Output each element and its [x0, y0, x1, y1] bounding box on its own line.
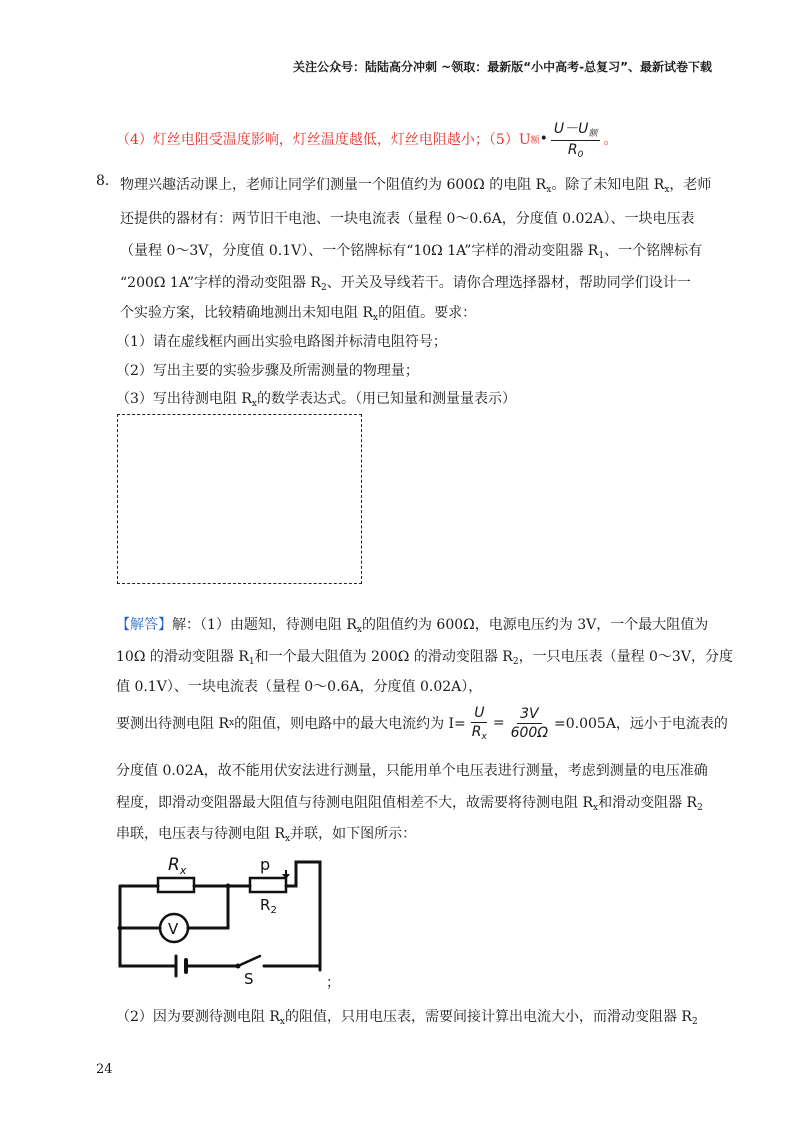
r2-label: $R_2$: [260, 896, 277, 916]
sub-1: 1: [248, 657, 255, 667]
q-l1a: 物理兴趣活动课上，老师让同学们测量一个阻值约为 600Ω 的电阻 R: [120, 177, 547, 193]
voltage-fraction: [551, 118, 601, 160]
question-line-2: 还提供的器材有：两节旧干电池、一块电流表（量程 0～0.6A，分度值 0.02A）、一块电压表: [120, 211, 695, 227]
previous-answer-line: [116, 118, 617, 160]
frac-num: U－U: [553, 121, 589, 137]
q-l5b: 的阻值。要求：: [378, 305, 477, 321]
f2-den: 600Ω: [510, 724, 549, 741]
frac-den-sub: 0: [577, 150, 584, 160]
a6b: 和滑动变阻器 R: [598, 795, 698, 811]
a2c: ，一只电压表（量程 0～3V，分度: [518, 649, 733, 665]
frac-num-sub: 额: [588, 129, 598, 139]
q-l3a: （量程 0～3V，分度值 0.1V）、一个铭牌标有“10Ω 1A”字样的滑动变阻器 R: [120, 243, 599, 259]
frac-den: R: [567, 142, 578, 158]
requirement-1: （1）请在虚线框内画出实验电路图并标清电阻符号；: [116, 334, 447, 350]
question-line-3: [120, 240, 702, 261]
answer-line-3: 值 0.1V）、一块电流表（量程 0～0.6A，分度值 0.02A），: [116, 679, 483, 695]
answer-line-1: [116, 614, 708, 635]
circuit-diagram: [110, 848, 330, 988]
question-line-4: [120, 272, 691, 293]
q-l1b: 。除了未知电阻 R: [551, 177, 665, 193]
a7a: 串联，电压表与待测电阻 R: [116, 826, 285, 842]
sub-e: 额: [530, 135, 540, 146]
rx-resistor: [158, 878, 194, 892]
a1b: 的阻值约为 600Ω，电源电压约为 3V，一个最大阻值为: [361, 617, 709, 633]
question-line-1: [120, 174, 711, 195]
requirement-3: [116, 388, 516, 409]
req3b: 的数学表达式。（用已知量和测量量表示）: [256, 391, 516, 407]
current-fraction-1: [469, 705, 490, 742]
semicolon: ；: [326, 975, 340, 991]
sub-2: 2: [512, 657, 519, 667]
end-mark: 。: [603, 132, 618, 148]
a4c: =0.005A，远小于电流表的: [554, 716, 728, 732]
q-l4a: “200Ω 1A”字样的滑动变阻器 R: [120, 275, 322, 291]
dashed-answer-box: [117, 414, 362, 584]
equals: =: [492, 715, 505, 731]
q-l3b: 、一个铭牌标有: [604, 243, 703, 259]
voltmeter-label: V: [168, 920, 179, 938]
sub-2: 2: [691, 1017, 698, 1027]
p-label: p: [260, 855, 271, 874]
a6a: 程度，即滑动变阻器最大阻值与待测电阻阻值相差不大，故需要将待测电阻 R: [116, 795, 593, 811]
answer-line-4: [116, 702, 728, 744]
wire-right: [286, 862, 320, 970]
page-header: 关注公众号：陆陆高分冲刺 ~领取：最新版“小中高考-总复习”、最新试卷下载: [293, 60, 712, 74]
sub-x: x: [373, 313, 379, 323]
answer-line-2: [116, 646, 733, 667]
a2b: 和一个最大阻值为 200Ω 的滑动变阻器 R: [254, 649, 513, 665]
junction-right: [226, 884, 231, 889]
sub-x: x: [664, 185, 670, 195]
rx-label: $R_x$: [168, 855, 187, 877]
q-l1c: ，老师: [669, 177, 712, 193]
junction-left: [118, 926, 123, 931]
switch-pivot: [236, 964, 241, 969]
sub-x: x: [356, 625, 362, 635]
q-l5a: 个实验方案，比较精确地测出未知电阻 R: [120, 305, 373, 321]
a8b: 的阻值，只用电压表，需要间接计算出电流大小，而滑动变阻器 R: [284, 1009, 692, 1025]
q-l4b: 、开关及导线若干。请你合理选择器材，帮助同学们设计一: [326, 275, 691, 291]
f2-num: 3V: [517, 706, 541, 724]
page-number: 24: [96, 1062, 113, 1077]
sub-x: x: [229, 718, 235, 728]
a4a: 要测出待测电阻 R: [116, 716, 229, 732]
requirement-2: （2）写出主要的实验步骤及所需测量的物理量；: [116, 363, 419, 379]
r2-resistor: [250, 878, 286, 892]
sub-x: x: [546, 185, 552, 195]
f1-den: R: [471, 723, 482, 740]
sub-x: x: [279, 1017, 285, 1027]
sub-x: x: [481, 731, 487, 742]
sub-1: 1: [598, 251, 605, 261]
answer-line-8: [116, 1006, 698, 1027]
sub-x: x: [593, 803, 599, 813]
answer-line-7: [116, 823, 416, 844]
a4b: 的阻值，则电路中的最大电流约为 I=: [234, 716, 466, 732]
sub-2: 2: [321, 283, 327, 293]
part4-text: （4）灯丝电阻受温度影响，灯丝温度越低，灯丝电阻越小；（5）U: [116, 132, 531, 148]
a1a: 解：（1）由题知，待测电阻 R: [172, 617, 357, 633]
current-fraction-2: [508, 706, 551, 741]
sub-2: 2: [697, 803, 703, 813]
a7b: 并联，如下图所示：: [290, 826, 417, 842]
answer-line-6: [116, 792, 703, 813]
a2a: 10Ω 的滑动变阻器 R: [116, 649, 249, 665]
req3a: （3）写出待测电阻 R: [116, 391, 252, 407]
switch-lever: [238, 956, 260, 966]
answer-line-5: 分度值 0.02A，故不能用伏安法进行测量，只能用单个电压表进行测量，考虑到测量的电压准确: [116, 763, 708, 779]
sub-x: x: [285, 834, 291, 844]
question-number: 8．: [96, 173, 119, 189]
dot: •: [539, 131, 548, 147]
switch-label: S: [244, 970, 254, 988]
answer-tag: 【解答】: [116, 617, 172, 633]
f1-num: U: [471, 705, 487, 723]
a8a: （2）因为要测待测电阻 R: [116, 1009, 280, 1025]
sub-x: x: [251, 399, 257, 409]
question-line-5: [120, 302, 476, 323]
